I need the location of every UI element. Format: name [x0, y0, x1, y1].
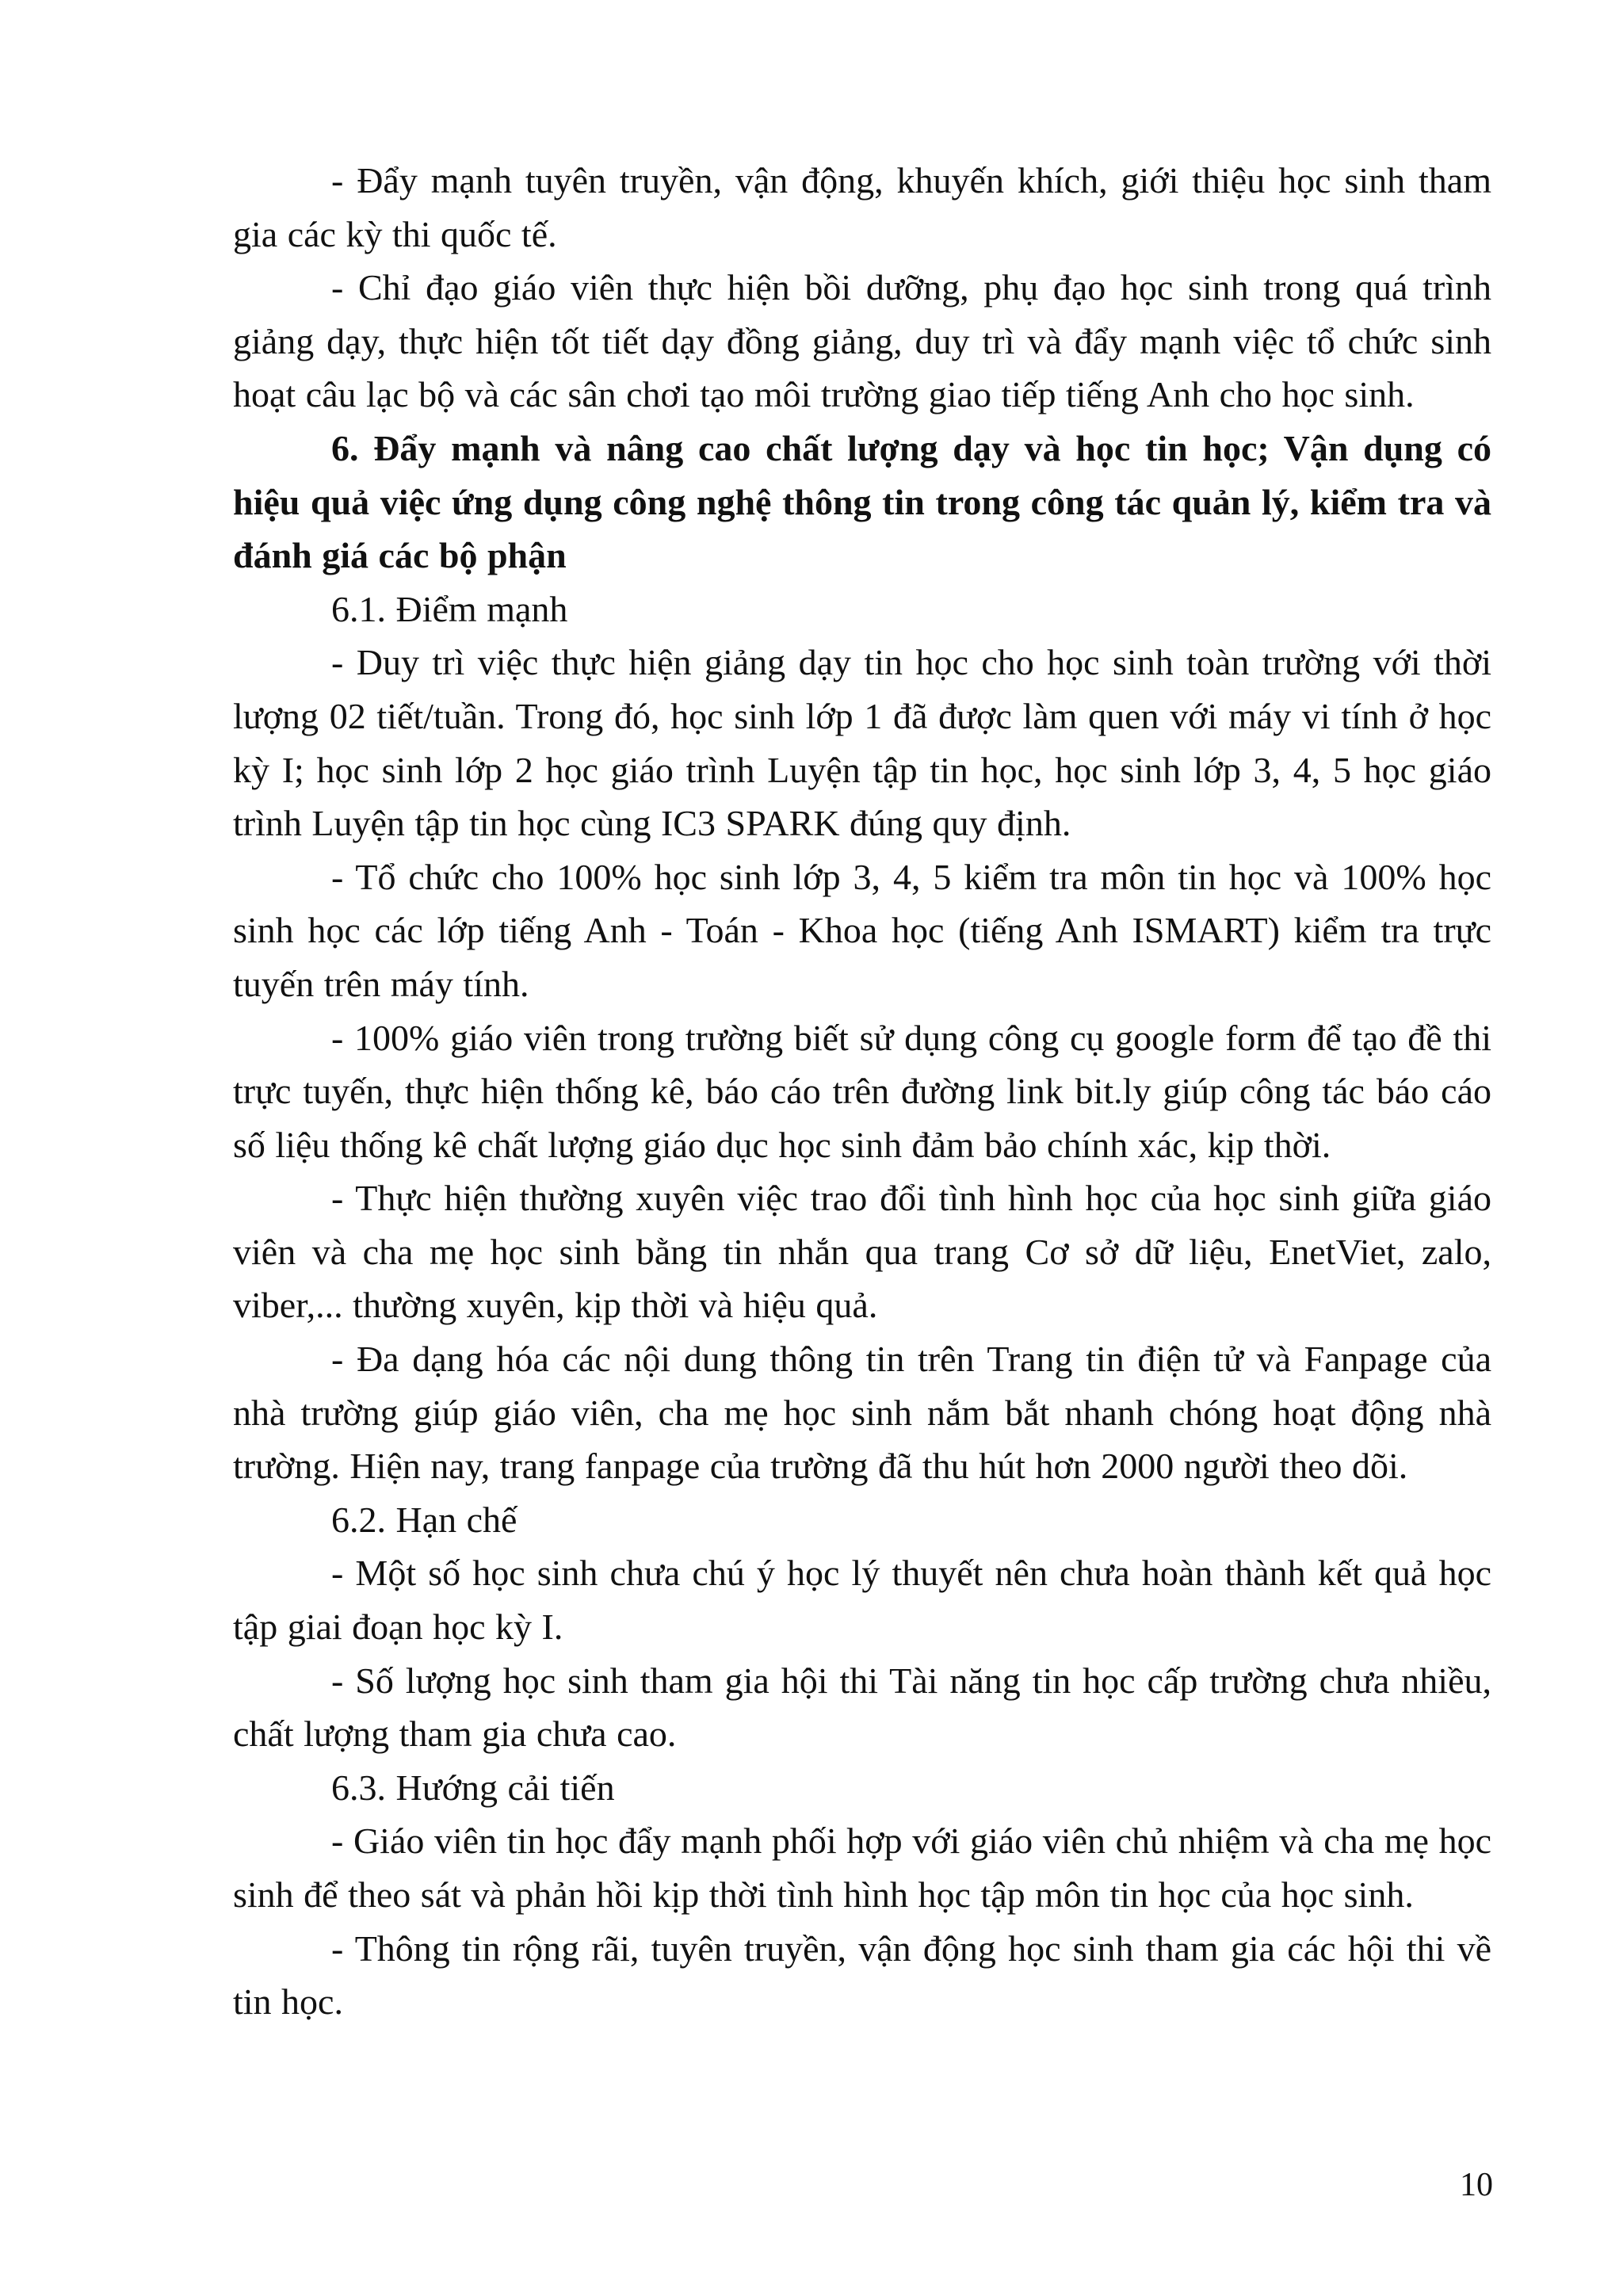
paragraph-teacher-coordination: - Giáo viên tin học đẩy mạnh phối hợp với giáo viên chủ nhiệm và cha mẹ học sinh để theo sát và phản hồi kịp thời tình hình học tập môn tin học của học sinh.	[233, 1820, 1491, 1915]
paragraph-google-form: - 100% giáo viên trong trường biết sử dụng công cụ google form để tạo đề thi trực tuyến, thực hiện thống kê, báo cáo trên đường link bit.ly giúp công tác báo cáo số liệu thống kê chất lượng giáo dục học sinh đảm bảo chính xác, kịp thời.	[233, 1017, 1491, 1165]
subheading-6-1-strengths: 6.1. Điểm mạnh	[331, 588, 568, 629]
paragraph-contest-participation: - Số lượng học sinh tham gia hội thi Tài năng tin học cấp trường chưa nhiều, chất lượng tham gia chưa cao.	[233, 1660, 1491, 1755]
paragraph-theory-study: - Một số học sinh chưa chú ý học lý thuyết nên chưa hoàn thành kết quả học tập giai đoạn học kỳ I.	[233, 1553, 1491, 1648]
subheading-6-2-limitations: 6.2. Hạn chế	[331, 1499, 517, 1540]
subheading-6-3-improvements: 6.3. Hướng cải tiến	[331, 1767, 615, 1808]
paragraph-fanpage: - Đa dạng hóa các nội dung thông tin trên Trang tin điện tử và Fanpage của nhà trường giúp giáo viên, cha mẹ học sinh nắm bắt nhanh chóng hoạt động nhà trường. Hiện nay, trang fanpage của trường đã thu hút hơn 2000 người theo dõi.	[233, 1339, 1491, 1487]
paragraph-contest-promotion: - Thông tin rộng rãi, tuyên truyền, vận động học sinh tham gia các hội thi về tin học.	[233, 1927, 1491, 2023]
paragraph-intl-contests: - Đẩy mạnh tuyên truyền, vận động, khuyến khích, giới thiệu học sinh tham gia các kỳ thi quốc tế.	[233, 160, 1491, 254]
paragraph-online-tests: - Tổ chức cho 100% học sinh lớp 3, 4, 5 kiểm tra môn tin học và 100% học sinh học các lớp tiếng Anh - Toán - Khoa học (tiếng Anh ISMART) kiểm tra trực tuyến trên máy tính.	[233, 856, 1491, 1004]
page-number: 10	[1460, 2167, 1493, 2203]
paragraph-it-teaching: - Duy trì việc thực hiện giảng dạy tin học cho học sinh toàn trường với thời lượng 02 tiết/tuần. Trong đó, học sinh lớp 1 đã được làm quen với máy vi tính ở học kỳ I; học sinh lớp 2 học giáo trình Luyện tập tin học, học sinh lớp 3, 4, 5 học giáo trình Luyện tập tin học cùng IC3 SPARK đúng quy định.	[233, 642, 1491, 844]
document-body	[233, 154, 1491, 2029]
paragraph-parent-communication: - Thực hiện thường xuyên việc trao đổi tình hình học của học sinh giữa giáo viên và cha mẹ học sinh bằng tin nhắn qua trang Cơ sở dữ liệu, EnetViet, zalo, viber,... thường xuyên, kịp thời và hiệu quả.	[233, 1178, 1491, 1326]
section-heading-6: 6. Đẩy mạnh và nâng cao chất lượng dạy và học tin học; Vận dụng có hiệu quả việc ứng dụng công nghệ thông tin trong công tác quản lý, kiểm tra và đánh giá các bộ phận	[233, 427, 1491, 576]
paragraph-teacher-direction: - Chỉ đạo giáo viên thực hiện bồi dưỡng, phụ đạo học sinh trong quá trình giảng dạy, thực hiện tốt tiết dạy đồng giảng, duy trì và đẩy mạnh việc tổ chức sinh hoạt câu lạc bộ và các sân chơi tạo môi trường giao tiếp tiếng Anh cho học sinh.	[233, 267, 1491, 415]
